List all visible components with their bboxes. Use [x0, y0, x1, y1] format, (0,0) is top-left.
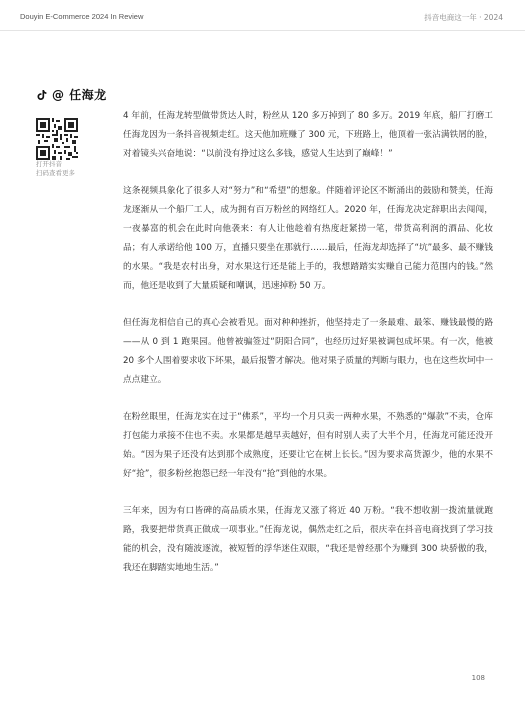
author-line — [36, 86, 107, 103]
paragraph: 三年来，因为有口皆碑的高品质水果，任海龙又涨了将近 40 万粉。“我不想收割一拨流量就跑路，我要把带货真正做成一项事业。”任海龙说，偶然走红之后，很庆幸在抖音电商找到了学习技能的机会，没有随波逐流，被短暂的浮华迷住双眼，“我还是曾经那个为赚到 300 块骄傲的我，我还在脚踏实地地生活。” — [123, 506, 493, 573]
report-subtitle: 抖音电商这一年 · 2024 — [424, 13, 503, 22]
page-number: 108 — [471, 674, 485, 682]
paragraph: 这条视频具象化了很多人对“努力”和“希望”的想象。伴随着评论区不断涌出的鼓励和赞美，任海龙逐渐从一个船厂工人，成为拥有百万粉丝的网络红人。2020 年，任海龙决定辞职出去闯闯，一夜暴富的机会在此时向他袭来：有人让他趁着有热度赶紧捞一笔，带货高利润的酒品、化妆品；有人承诺给他 100 万，直播只要坐在那就行……最后，任海龙却选择了“坑”最多、最不赚钱的水果。“我是农村出身，对水果这行还是能上手的，我想踏踏实实赚自己能力范围内的钱。”然而，他还是收到了大量质疑和嘲讽，迅速掉粉 50 万。 — [123, 186, 493, 291]
qr-code[interactable] — [36, 118, 78, 160]
qr-caption-line: 扫码查看更多 — [36, 169, 75, 177]
paragraph: 在粉丝眼里，任海龙实在过于“佛系”，平均一个月只卖一两种水果，不熟悉的“爆款”不卖，仓库打包能力承接不住也不卖。水果都是越早卖越好，但有时别人卖了大半个月，任海龙可能还没开始。“因为果子还没有达到那个成熟度，还要让它在树上长长。”因为要求高货源少，他的水果不好“抢”，很多粉丝抱怨已经一年没有“抢”到他的水果。 — [123, 412, 493, 479]
report-title: Douyin E-Commerce 2024 In Review — [20, 12, 144, 21]
qr-caption — [36, 160, 75, 178]
qr-caption-line: 打开抖音 — [36, 160, 62, 168]
douyin-icon — [36, 89, 48, 101]
page-header — [0, 0, 525, 30]
paragraph: 但任海龙相信自己的真心会被看见。面对种种挫折，他坚持走了一条最难、最笨、赚钱最慢的路——从 0 到 1 跑果园。他曾被骗签过“阴阳合同”，也经历过好果被调包成坏果。有一次，他被 20 多个人围着要求收下坏果，最后报警才解决。他对果子质量的判断与眼力，也在这些坎坷中一点点建立。 — [123, 318, 494, 385]
header-divider — [0, 30, 525, 31]
author-name: @ 任海龙 — [52, 88, 107, 102]
article-body — [123, 107, 493, 596]
paragraph: 4 年前，任海龙转型做带货达人时，粉丝从 120 多万掉到了 80 多万。2019 年底，船厂打磨工任海龙因为一条抖音视频走红。这天他加班赚了 300 元，下班路上，他顶着一张沾满铁屑的脸，对着镜头兴奋地说：“以前没有挣过这么多钱，感觉人生达到了巅峰！” — [123, 111, 493, 159]
